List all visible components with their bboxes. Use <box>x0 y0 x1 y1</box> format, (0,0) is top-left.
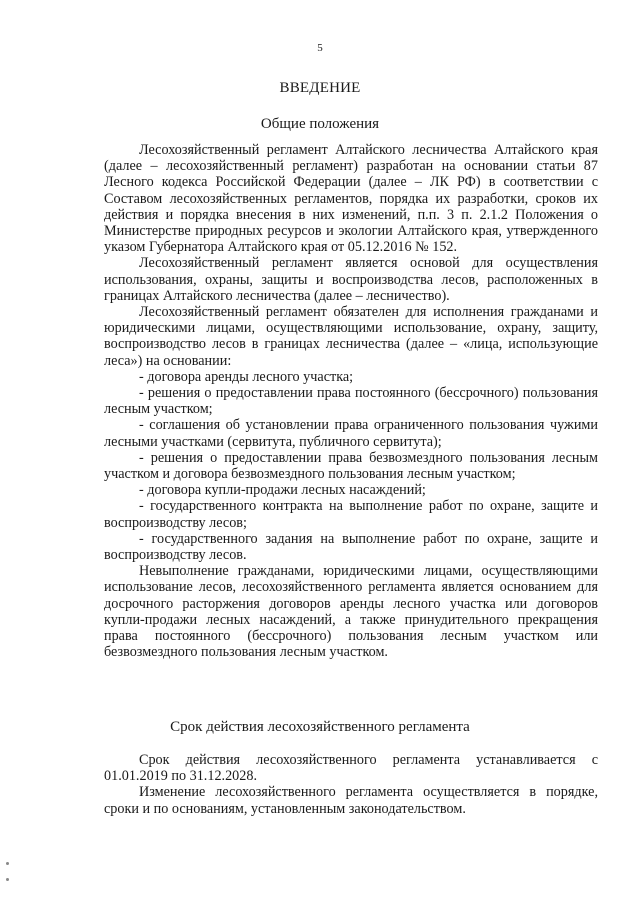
section-heading-general: Общие положения <box>260 116 380 132</box>
paragraph: Невыполнение гражданами, юридическими лицами, осуществляющими использование лесов, лесохозяйственного регламента является основанием для досрочного расторжения договоров аренды лесного участка или договоров купли-продажи лесных насаждений, а также принудительного прекращения права постоянного (бессрочного) пользования лесным участком или безвозмездного пользования лесным участком. <box>104 563 598 661</box>
paragraph: Лесохозяйственный регламент Алтайского лесничества Алтайского края (далее – лесохозяйственный регламент) разработан на основании статьи 87 Лесного кодекса Российской Федерации (далее – ЛК РФ) в соответствии с Составом лесохозяйственных регламентов, порядка их разработки, сроков их действия и порядка внесения в них изменений, п.п. 3 п. 2.1.2 Положения о Министерстве природных ресурсов и экологии Алтайского края, утвержденного указом Губернатора Алтайского края от 05.12.2016 № 152. <box>104 142 598 256</box>
list-item: - решения о предоставлении права безвозмездного пользования лесным участком и договора безвозмездного пользования лесным участком; <box>104 449 598 483</box>
list-item: - решения о предоставлении права постоянного (бессрочного) пользования лесным участком; <box>104 385 598 418</box>
section-general-body <box>104 142 598 661</box>
list-item: - государственного контракта на выполнение работ по охране, защите и воспроизводству лесов; <box>104 498 598 531</box>
paragraph: Изменение лесохозяйственного регламента осуществляется в порядке, сроки и по основаниям, установленным законодательством. <box>104 784 598 817</box>
scan-mark <box>6 862 9 865</box>
document-title: ВВЕДЕНИЕ <box>279 80 361 96</box>
list-item: - соглашения об установлении права ограниченного пользования чужими лесными участками (сервитута, публичного сервитута); <box>104 417 598 450</box>
list-item: - государственного задания на выполнение работ по охране, защите и воспроизводству лесов. <box>104 530 598 564</box>
list-item: - договора купли-продажи лесных насаждений; <box>139 482 426 499</box>
section-heading-term: Срок действия лесохозяйственного регламента <box>170 719 470 735</box>
paragraph: Лесохозяйственный регламент является основой для осуществления использования, охраны, защиты и воспроизводства лесов, расположенных в границах Алтайского лесничества (далее – лесничество). <box>104 255 598 304</box>
scan-mark <box>6 878 9 881</box>
page-number: 5 <box>317 42 323 54</box>
paragraph: Срок действия лесохозяйственного регламента устанавливается с 01.01.2019 по 31.12.2028. <box>104 752 598 785</box>
section-term-body <box>104 752 598 817</box>
list-item: - договора аренды лесного участка; <box>139 368 354 385</box>
paragraph: Лесохозяйственный регламент обязателен для исполнения гражданами и юридическими лицами, осуществляющими использование, охрану, защиту, воспроизводство лесов в границах лесничества (далее – «лица, использующие леса») на основании: <box>104 304 598 369</box>
